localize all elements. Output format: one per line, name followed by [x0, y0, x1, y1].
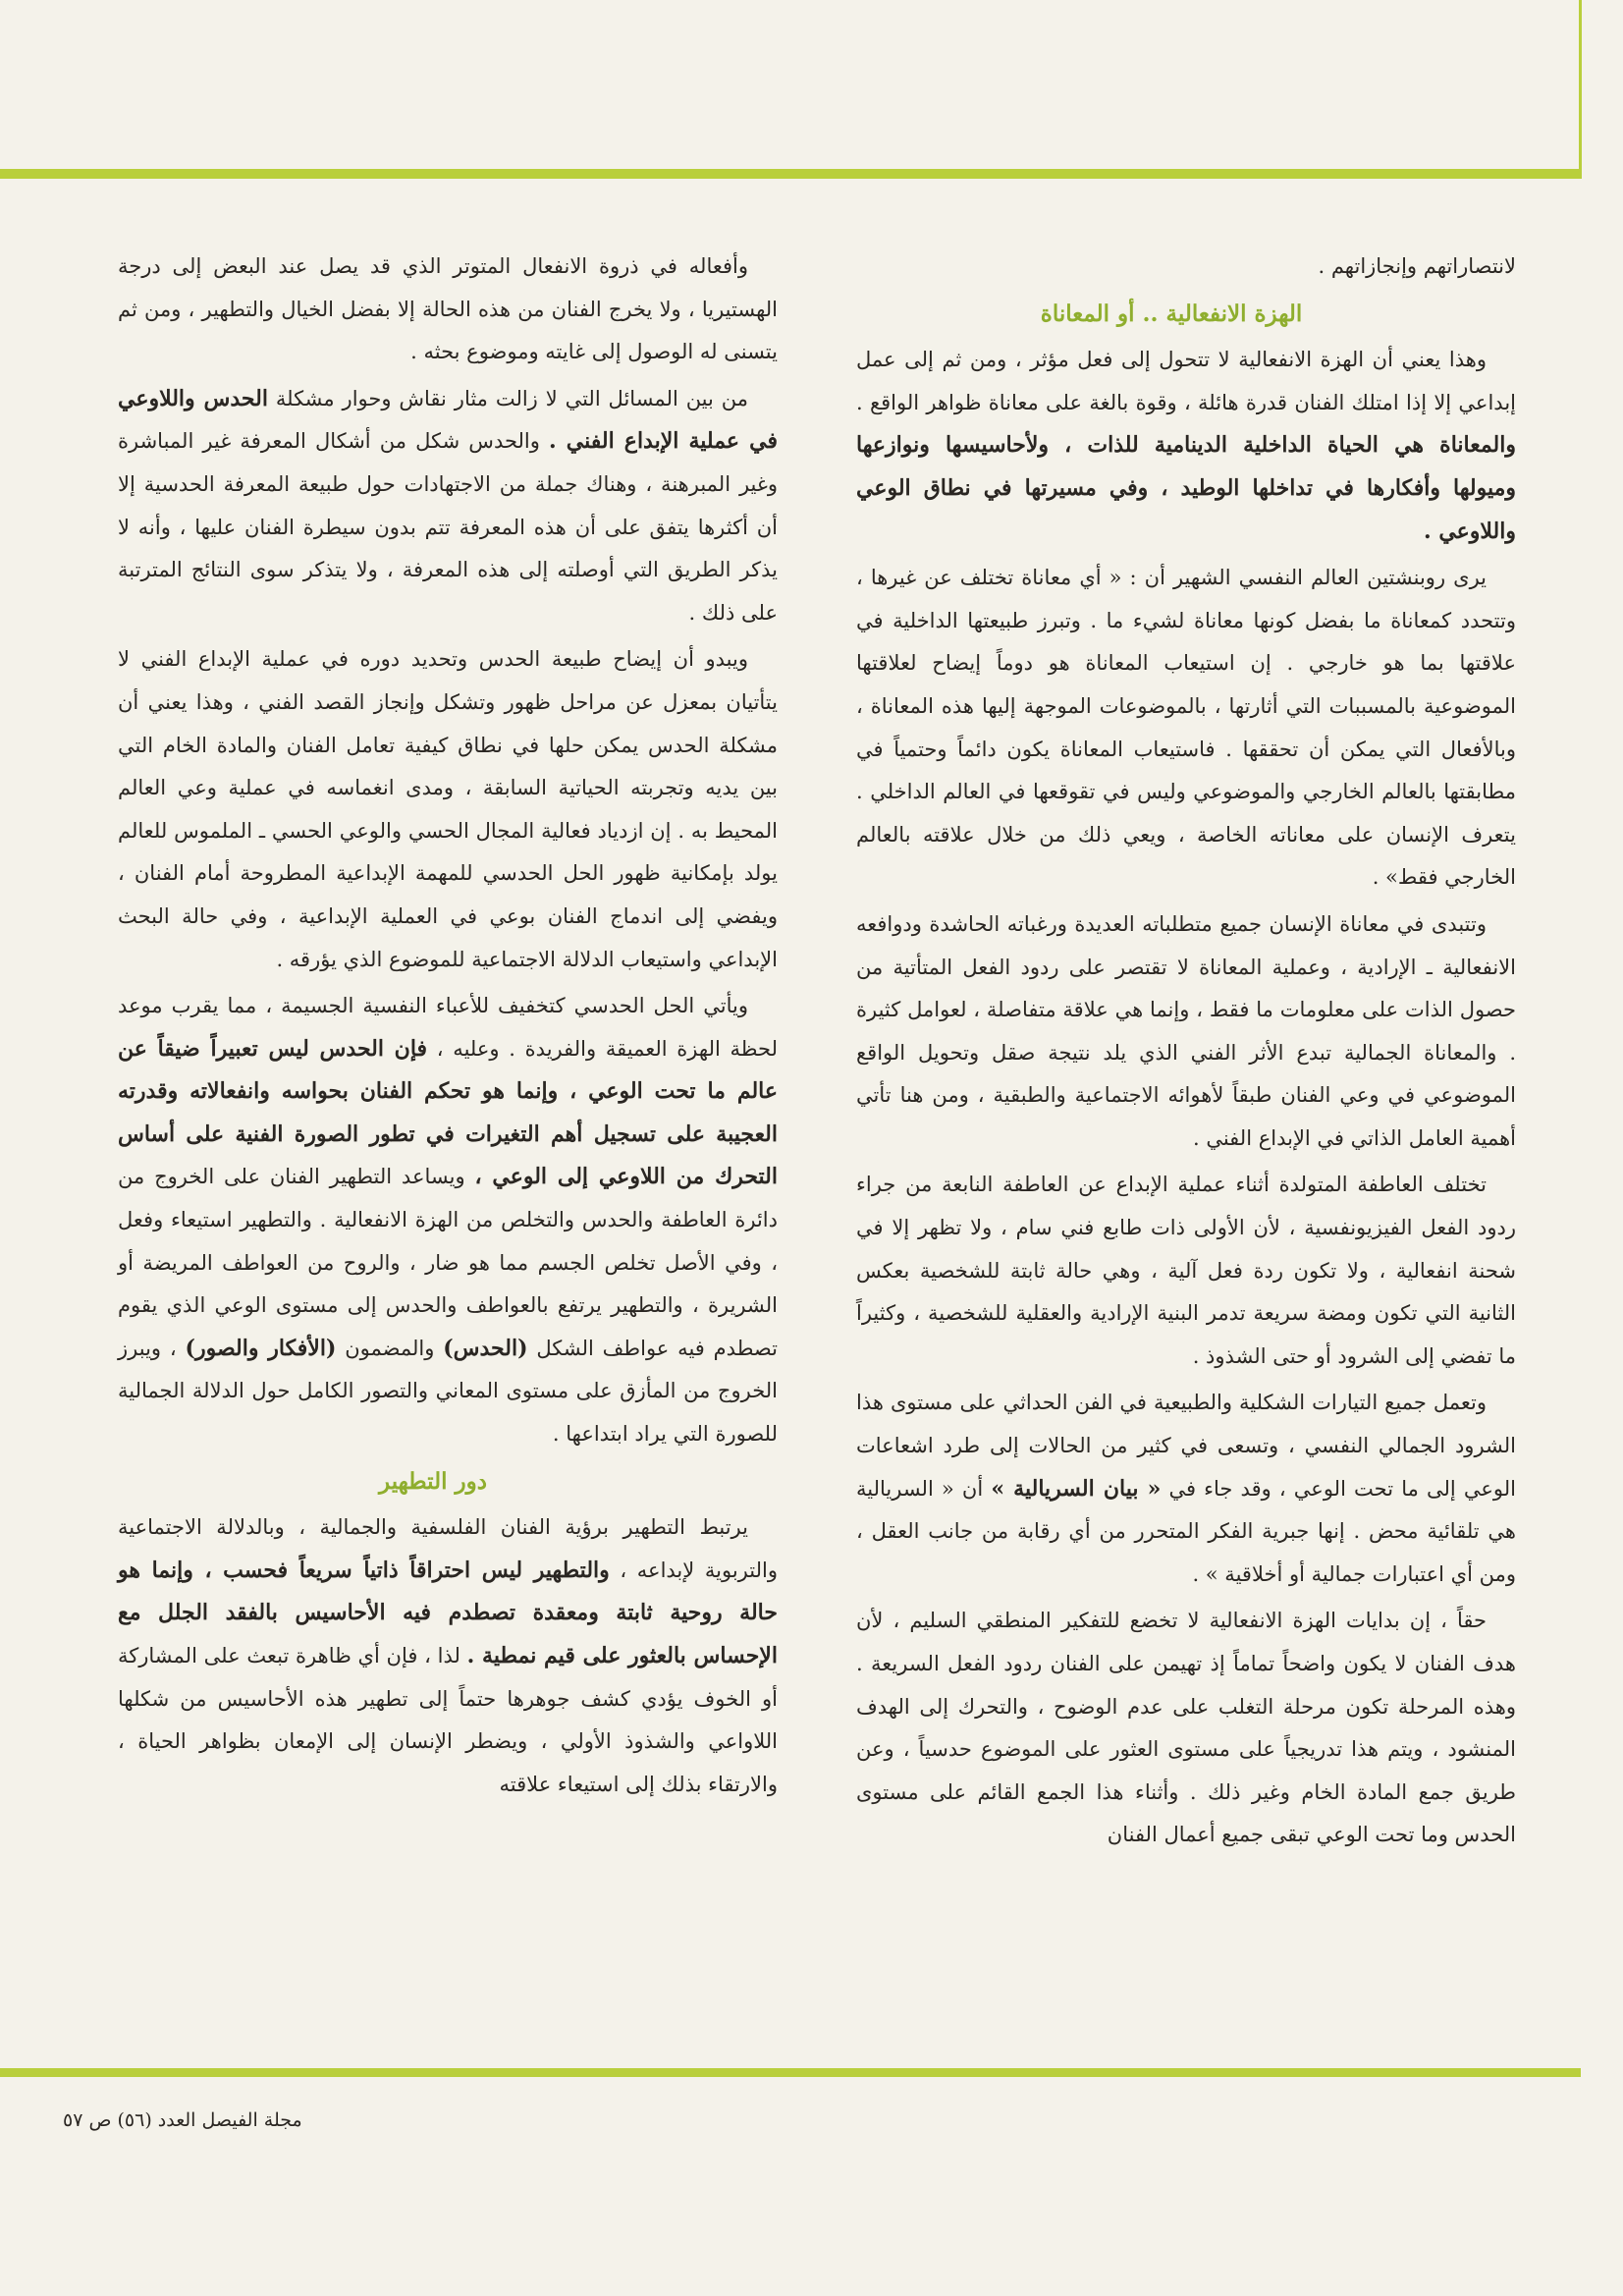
- left-column: [118, 246, 778, 1810]
- paragraph-text: أن « السريالية هي تلقائية محض . إنها جبرية الفكر المتحرر من أي رقابة من جانب العقل ، ومن أي اعتبارات جمالية أو أخلاقية » .: [856, 1476, 1516, 1586]
- paragraph-text: وهذا يعني أن الهزة الانفعالية لا تتحول إلى فعل مؤثر ، ومن ثم إلى عمل إبداعي إلا إذا امتلك الفنان قدرة هائلة ، وقوة بالغة على معاناة ظواهر الواقع .: [856, 348, 1516, 414]
- emphasis-text: فإن الحدس ليس تعبيراً ضيقاً عن عالم ما تحت الوعي ، وإنما هو تحكم الفنان بحواسه وانفعالاته وقدرته العجيبة على تسجيل أهم التغيرات في تطور الصورة الفنية على أساس التحرك من اللاوعي إلى الوعي ،: [118, 1035, 778, 1190]
- section-heading: دور التطهير: [379, 1467, 487, 1495]
- paragraph-text: ويأتي الحل الحدسي كتخفيف للأعباء النفسية الجسيمة ، مما يقرب موعد لحظة الهزة العميقة والفريدة . وعليه ،: [118, 994, 778, 1061]
- paragraph: حقاً ، إن بدايات الهزة الانفعالية لا تخضع للتفكير المنطقي السليم ، لأن هدف الفنان لا يكون واضحاً تماماً إذ تهيمن على الفنان ردود الفعل السريعة . وهذه المرحلة تكون مرحلة التغلب على عدم الوضوح ، والتحرك إلى الهدف المنشود ، ويتم هذا تدريجياً على مستوى العثور على الموضوع حدسياً ، وعن طريق جمع المادة الخام وغير ذلك . وأثناء هذا الجمع القائم على مستوى الحدس وما تحت الوعي تبقى جميع أعمال الفنان: [856, 1609, 1516, 1847]
- right-green-rule: [1579, 0, 1582, 179]
- emphasis-text: الحدس واللاوعي في عملية الإبداع الفني .: [118, 385, 778, 455]
- emphasis-text: والمعاناة هي الحياة الداخلية الدينامية للذات ، ولأحاسيسها ونوازعها وميولها وأفكارها في تداخلها الوطيد ، وفي مسيرتها في نطاق الوعي واللاوعي .: [856, 432, 1516, 544]
- paragraph-text: ، ويبرز الخروج من المأزق على مستوى المعاني والتصور الكامل حول الدلالة الجمالية للصورة التي يراد ابتداعها .: [118, 1336, 778, 1447]
- emphasis-text: (الأفكار والصور): [185, 1335, 337, 1361]
- paragraph-text: لذا ، فإن أي ظاهرة تبعث على المشاركة أو الخوف يؤدي كشف جوهرها حتماً إلى تطهير هذه الأحاسيس من شكلها اللاواعي والشذوذ الأولي ، ويضطر الإنسان إلى الإمعان بظواهر الحياة ، والارتقاء بذلك إلى استيعاء علاقته: [118, 1644, 778, 1796]
- right-column: [856, 246, 1516, 1861]
- paragraph-text: ويساعد التطهير الفنان على الخروج من دائرة العاطفة والحدس والتخلص من الهزة الانفعالية . والتطهير استيعاء وفعل ، وفي الأصل تخلص الجسم مما هو ضار ، والروح من العواطف المريضة أو الشريرة ، والتطهير يرتفع بالعواطف والحدس إلى مستوى الوعي الذي يقوم تصطدم فيه عواطف الشكل: [118, 1165, 778, 1360]
- paragraph: وتتبدى في معاناة الإنسان جميع متطلباته العديدة ورغباته الحاشدة ودوافعه الانفعالية ـ الإرادية ، وعملية المعاناة لا تقتصر على ردود الفعل المتأتية من حصول الذات على معلومات ما فقط ، وإنما هي علاقة متفاصلة ، لعوامل كثيرة . والمعاناة الجمالية تبدع الأثر الفني الذي يلد نتيجة صقل وتحويل الواقع الموضوعي في وعي الفنان طبقاً لأهوائه الاجتماعية والطبقية ، ومن هنا تأتي أهمية العامل الذاتي في الإبداع الفني .: [856, 911, 1516, 1150]
- paragraph: [118, 985, 778, 1456]
- bottom-green-rule: [0, 2068, 1581, 2077]
- paragraph: [118, 378, 778, 635]
- paragraph: وأفعاله في ذروة الانفعال المتوتر الذي قد يصل عند البعض إلى درجة الهستيريا ، ولا يخرج الفنان من هذه الحالة إلا بفضل الخيال والتطهير ، ومن ثم يتسنى له الوصول إلى غايته وموضوع بحثه .: [118, 254, 778, 364]
- paragraph: تختلف العاطفة المتولدة أثناء عملية الإبداع عن العاطفة النابعة من جراء ردود الفعل الفيزيونفسية ، لأن الأولى ذات طابع فني سام ، ولا تظهر إلا في شحنة انفعالية ، ولا تكون ردة فعل آلية ، وهي حالة ثابتة للشخصية بعكس الثانية التي تكون ومضة سريعة تدمر البنية الإرادية والعقلية للشخصية ، وكثيراً ما تفضي إلى الشرود أو حتى الشذوذ .: [856, 1173, 1516, 1368]
- paragraph: لانتصاراتهم وإنجازاتهم .: [1318, 254, 1516, 278]
- paragraph: [856, 339, 1516, 553]
- paragraph-text: والمضمون: [345, 1336, 435, 1360]
- top-green-rule: [0, 169, 1581, 179]
- paragraph-text: يرتبط التطهير برؤية الفنان الفلسفية والجمالية ، وبالدلالة الاجتماعية والتربوية لإبداعه ،: [118, 1515, 778, 1582]
- section-heading: الهزة الانفعالية .. أو المعاناة: [1040, 300, 1303, 327]
- emphasis-text: والتطهير ليس احتراقاً ذاتياً سريعاً فحسب ، وإنما هو حالة روحية ثابتة ومعقدة تصطدم فيه الأحاسيس بالفقد الجلل مع الإحساس بالعثور على قيم نمطية .: [118, 1557, 778, 1668]
- emphasis-text: (الحدس): [443, 1335, 528, 1361]
- paragraph: [856, 1382, 1516, 1596]
- paragraph: ويبدو أن إيضاح طبيعة الحدس وتحديد دوره في عملية الإبداع الفني لا يتأتيان بمعزل عن مراحل ظهور وتشكل وإنجاز القصد الفني ، وهذا يعني أن مشكلة الحدس يمكن حلها في نطاق كيفية تعامل الفنان والمادة الخام التي بين يديه وتجربته الحياتية السابقة ، ومدى انغماسه في عملية وعي العالم المحيط به . إن ازدياد فعالية المجال الحسي والوعي الحسي ـ الملموس للعالم يولد بإمكانية ظهور الحل الحدسي للمهمة الإبداعية المطروحة أمام الفنان ، ويفضي إلى اندماج الفنان بوعي في العملية الإبداعية ، وفي حالة البحث الإبداعي واستيعاب الدلالة الاجتماعية للموضوع الذي يؤرقه .: [118, 647, 778, 971]
- paragraph: [118, 1506, 778, 1806]
- paragraph-text: وتعمل جميع التيارات الشكلية والطبيعية في الفن الحداثي على مستوى هذا الشرود الجمالي النفسي ، وتسعى في كثير من الحالات إلى طرد اشعاعات الوعي إلى ما تحت الوعي ، وقد جاء في: [856, 1391, 1516, 1501]
- page-footer: مجلة الفيصل العدد (٥٦) ص ٥٧: [63, 2109, 302, 2131]
- paragraph-text: من بين المسائل التي لا زالت مثار نقاش وحوار مشكلة: [275, 386, 748, 410]
- paragraph: يرى روبنشتين العالم النفسي الشهير أن : « أي معاناة تختلف عن غيرها ، وتتحدد كمعاناة ما بفضل كونها معاناة لشيء ما . وتبرز طبيعتها الداخلية في علاقتها بما هو خارجي . إن استيعاب المعاناة هو دوماً إيضاح لعلاقتها الموضوعية بالمسببات التي أثارتها ، بالموضوعات الموجهة إليها هذه المعاناة ، وبالأفعال التي يمكن أن تحققها . فاستيعاب المعاناة يكون دائماً وحتمياً في مطابقتها بالعالم الخارجي والموضوعي وليس في تقوقعها في العالم الداخلي . يتعرف الإنسان على معاناته الخاصة ، ويعي ذلك من خلال علاقته بالعالم الخارجي فقط» .: [856, 566, 1516, 890]
- paragraph-text: والحدس شكل من أشكال المعرفة غير المباشرة وغير المبرهنة ، وهناك جملة من الاجتهادات حول طبيعة المعرفة الحدسية إلا أن أكثرها يتفق على أن هذه المعرفة تتم بدون سيطرة الفنان عليها ، وأنه لا يذكر الطريق التي أوصلته إلى هذه المعرفة ، ولا يتذكر سوى النتائج المترتبة على ذلك .: [118, 429, 778, 625]
- emphasis-text: « بيان السريالية »: [991, 1475, 1162, 1502]
